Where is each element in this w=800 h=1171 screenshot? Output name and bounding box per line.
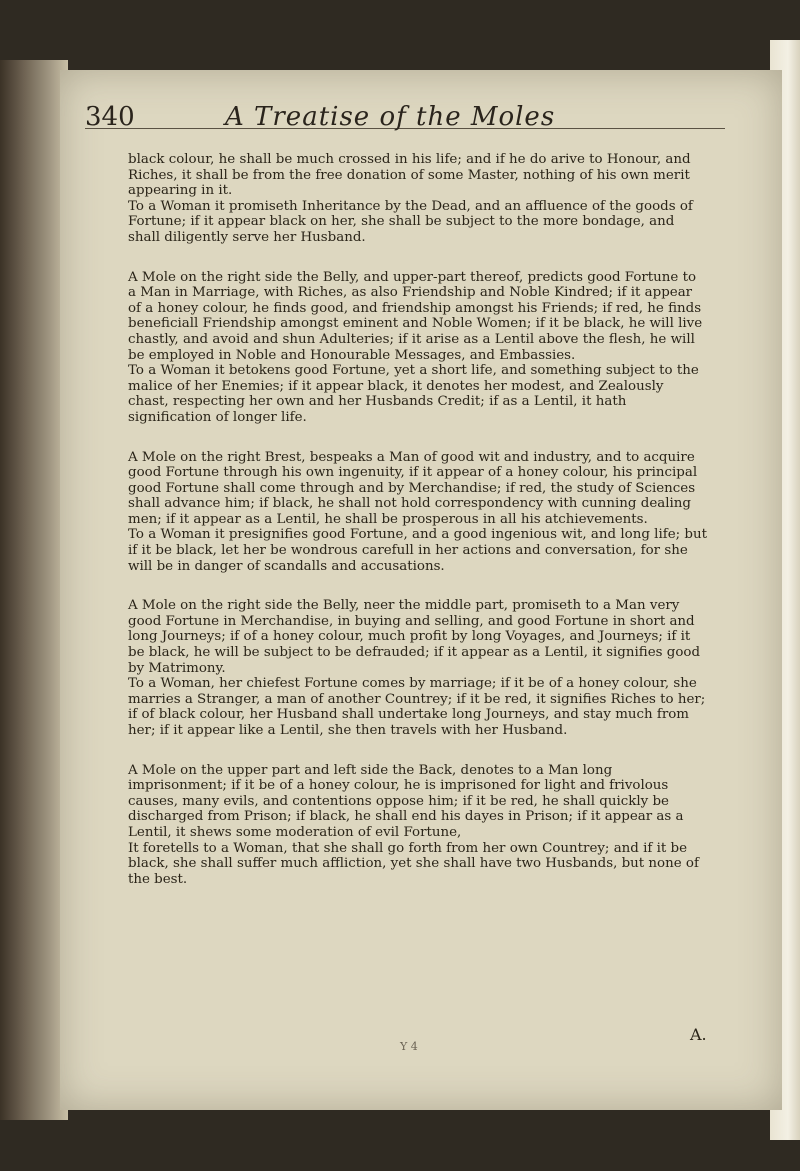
running-title: A Treatise of the Moles <box>225 102 556 132</box>
paragraph: To a Woman it betokens good Fortune, yet a short life, and something subject to the malice of her Enemies; if it appear black, it denotes her modest, and Zealously chast, respecting her own and her Husbands Credit; if as a Lentil, it hath signification of longer life. <box>128 363 699 425</box>
paragraph: To a Woman it promiseth Inheritance by the Dead, and an affluence of the goods of Fortune; if it appear black on her, she shall be subject to the more bondage, and shall diligently serve her Husband. <box>128 198 693 245</box>
paragraph: A Mole on the right side the Belly, neer the middle part, promiseth to a Man very good Fortune in Merchandise, in buying and selling, and good Fortune in short and long Journeys; if of a honey colour, much profit by long Voyages, and Journeys; if it be black, he will be subject to be defrauded; if it appear as a Lentil, it signifies good by Matrimony. <box>128 598 701 676</box>
catchword: A. <box>690 1025 707 1044</box>
paragraph: To a Woman, her chiefest Fortune comes by marriage; if it be of a honey colour, she marries a Stranger, a man of another Countrey; if it be red, it signifies Riches to her; if of black colour, her Husband shall undertake long Journeys, and stay much from her; if it appear like a Lentil, she then travels with her Husband. <box>128 676 706 738</box>
paragraph: It foretells to a Woman, that she shall go forth from her own Countrey; and if it be black, she shall suffer much affliction, yet she shall have two Husbands, but none of the best. <box>128 840 699 887</box>
body-text <box>128 152 708 887</box>
signature-mark: Y 4 <box>400 1040 418 1053</box>
paragraph: A Mole on the right Brest, bespeaks a Man of good wit and industry, and to acquire good Fortune through his own ingenuity, if it appear of a honey colour, his principal good Fortune shall come through and by Merchandise; if red, the study of Sciences shall advance him; if black, he shall not hold correspondency with cunning dealing men; if it appear as a Lentil, he shall be prosperous in all his atchievements. <box>128 449 698 527</box>
paragraph: A Mole on the upper part and left side the Back, denotes to a Man long imprisonment; if it be of a honey colour, he is imprisoned for light and frivolous causes, many evils, and contentions oppose him; if it be red, he shall quickly be discharged from Prison; if black, he shall end his dayes in Prison; if it appear as a Lentil, it shews some moderation of evil Fortune, <box>128 762 684 840</box>
page-number: 340 <box>85 102 135 132</box>
paragraph: black colour, he shall be much crossed in his life; and if he do arive to Honour, and Riches, it shall be from the free donation of some Master, nothing of his own merit appearing in it. <box>128 152 691 199</box>
paragraph: To a Woman it presignifies good Fortune, and a good ingenious wit, and long life; but if it be black, let her be wondrous carefull in her actions and conversation, for she will be in danger of scandalls and accusations. <box>128 527 707 574</box>
book-binding-edge <box>0 60 68 1120</box>
page-header <box>85 88 725 132</box>
paragraph: A Mole on the right side the Belly, and upper-part thereof, predicts good Fortune to a Man in Marriage, with Riches, as also Friendship and Noble Kindred; if it appear of a honey colour, he finds good, and friendship amongst his Friends; if red, he finds beneficiall Friendship amongst eminent and Noble Women; if it be black, he will live chastly, and avoid and shun Adulteries; if it arise as a Lentil above the flesh, he will be employed in Noble and Honourable Messages, and Embassies. <box>128 269 703 363</box>
